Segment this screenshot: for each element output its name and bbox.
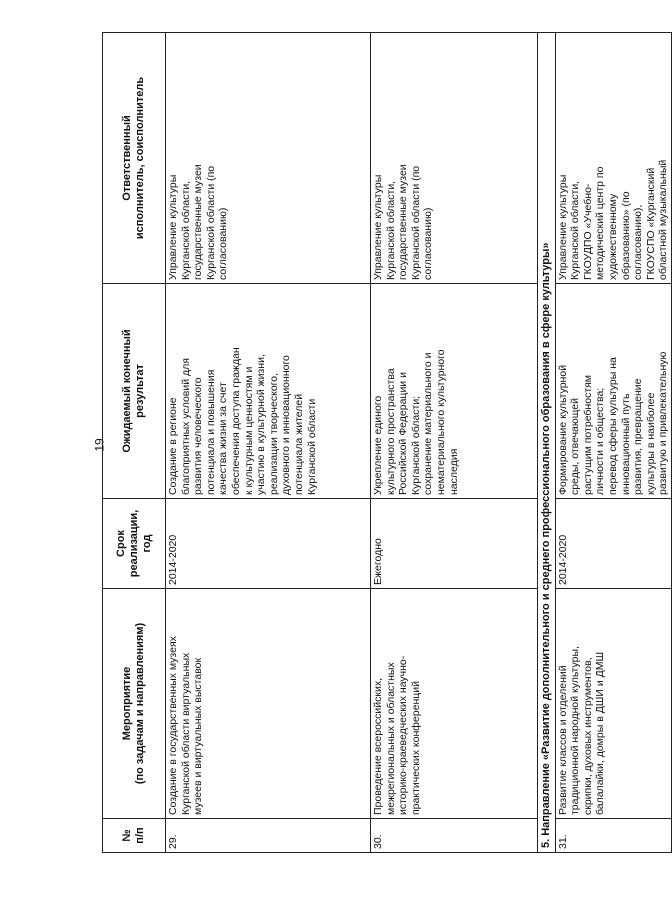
header-responsible: Ответственный исполнитель, соисполнитель	[103, 33, 166, 284]
row-term: 2014-2020	[166, 499, 371, 589]
table-header-row	[103, 33, 166, 853]
header-term: Срок реализации, год	[103, 499, 166, 589]
page-number: 19	[92, 438, 107, 452]
row-term: Ежегодно	[371, 499, 538, 589]
table-row	[166, 33, 371, 853]
row-result: Формирование культурной среды, отвечающей растущим потребностям личности и общества; перевод сферы культуры на инновационный путь развития, превращение культуры в наиболее развитую и привлекательную	[555, 284, 671, 499]
header-result: Ожидаемый конечный результат	[103, 284, 166, 499]
header-activity: Мероприятие (по задачам и направлениям)	[103, 589, 166, 819]
table-row	[555, 33, 671, 853]
row-term: 2014-2020	[555, 499, 671, 589]
row-number: 30.	[371, 819, 538, 853]
row-result: Создание в регионе благоприятных условий для развития человеческого потенциала и повышения качества жизни за счет обеспечения доступа граждан к культурным ценностям и участию в культурной жизни, реализации творческого, духовного и инновационного потенциала жителей Курганской области	[166, 284, 371, 499]
rotated-table-sheet	[102, 33, 670, 853]
section-heading: 5. Направление «Развитие дополнительного и среднего профессионального образования в сфере культуры»	[538, 33, 556, 853]
row-responsible: Управление культуры Курганской области, ГКОУДПО «Учебно- методический центр по художественному образованию» (по согласованию), ГКОУСПО «Курганский областной музыкальный	[555, 33, 671, 284]
row-activity: Создание в государственных музеях Курганской области виртуальных музеев и виртуальных выставок	[166, 589, 371, 819]
table-row	[371, 33, 538, 853]
section-row	[538, 33, 556, 853]
row-number: 31.	[555, 819, 671, 853]
row-responsible: Управление культуры Курганской области, государственные музеи Курганской области (по согласованию)	[166, 33, 371, 284]
row-number: 29.	[166, 819, 371, 853]
row-result: Укрепление единого культурного пространства Российской Федерации и Курганской области; сохранение материального и нематериального культурного наследия	[371, 284, 538, 499]
activities-table	[102, 32, 672, 853]
header-num: № п/п	[103, 819, 166, 853]
row-activity: Проведение всероссийских, межрегиональных и областных историко-краеведческих научно- практических конференций	[371, 589, 538, 819]
row-activity: Развитие классов и отделений традиционной народной культуры, скрипки, духовых инструментов, балалайки, домры в ДШИ и ДМШ	[555, 589, 671, 819]
row-responsible: Управление культуры Курганской области, государственные музеи Курганской области (по согласованию)	[371, 33, 538, 284]
